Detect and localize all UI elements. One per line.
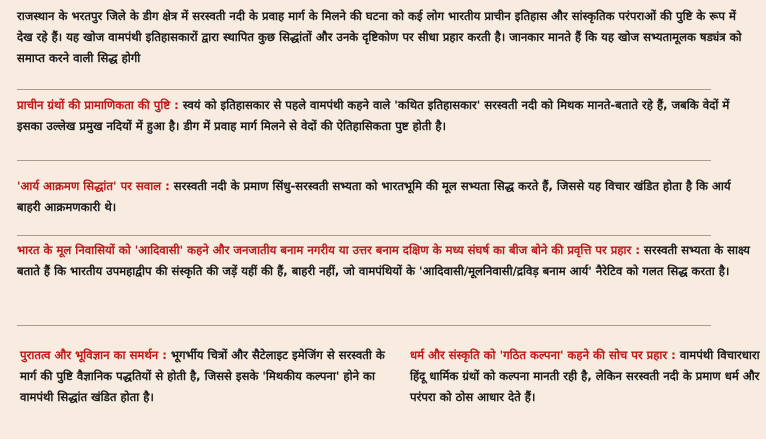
section-aryan-invasion [17,176,752,218]
column-heading: धर्म और संस्कृति को 'गठित कल्पना' कहने की सोच पर प्रहार : [410,348,676,362]
section-body: सरस्वती नदी के प्रमाण सिंधु-सरस्वती सभ्यता को भारतभूमि की मूल सभ्यता सिद्ध करते हैं, जिससे यह विचार खंडित होता है कि आर्य बाहरी आक्रमणकारी थे। [17,179,731,214]
section-native-inhabitants [17,240,752,282]
column-body: वामपंथी विचारधारा हिंदू धार्मिक ग्रंथों को कल्पना मानती रही है, लेकिन सरस्वती नदी के प्रमाण धर्म और परंपरा को ठोस आधार देते हैं। [410,348,760,404]
divider [17,235,711,236]
divider [17,325,711,326]
column-heading: पुरातत्व और भूविज्ञान का समर्थन : [20,348,167,362]
section-heading: प्राचीन ग्रंथों की प्रामाणिकता की पुष्टि : [17,98,179,112]
intro-paragraph: राजस्थान के भरतपुर जिले के डीग क्षेत्र में सरस्वती नदी के प्रवाह मार्ग के मिलने की घटना को कई लोग भारतीय प्राचीन इतिहास और सांस्कृतिक परंपराओं की पुष्टि के रूप में देख रहे हैं। यह खोज वामपंथी इतिहासकारों द्वारा स्थापित कुछ सिद्धांतों और उनके दृष्टिकोण पर सीधा प्रहार करती है। जानकार मानते हैं कि यह खोज सभ्यतामूलक षड्यंत्र को समाप्त करने वाली सिद्ध होगी [17,9,742,65]
divider [17,160,711,161]
column-body: भूगर्भीय चित्रों और सैटेलाइट इमेजिंग से सरस्वती के मार्ग की पुष्टि वैज्ञानिक पद्धतियों से होती है, जिससे इसके 'मिथकीय कल्पना' होने का वामपंथी सिद्धांत खंडित होता है। [20,348,385,404]
section-body: स्वयं को इतिहासकार से पहले वामपंथी कहने वाले 'कथित इतिहासकार' सरस्वती नदी को मिथक मानते-बताते रहे हैं, जबकि वेदों में इसका उल्लेख प्रमुख नदियों में हुआ है। डीग में प्रवाह मार्ग मिलने से वेदों की ऐतिहासिकता पुष्ट होती है। [17,98,730,133]
section-heading: भारत के मूल निवासियों को 'आदिवासी' कहने और जनजातीय बनाम नगरीय या उत्तर बनाम दक्षिण के मध्य संघर्ष का बीज बोने की प्रवृत्ति पर प्रहार : [17,243,640,257]
section-heading: 'आर्य आक्रमण सिद्धांत' पर सवाल : [17,179,170,193]
column-religion-culture [410,345,760,408]
section-ancient-texts [17,95,752,137]
section-body: सरस्वती सभ्यता के साक्ष्य बताते हैं कि भारतीय उपमहाद्वीप की संस्कृति की जड़ें यहीं की हैं, बाहरी नहीं, जो वामपंथियों के 'आदिवासी/मूलनिवासी/द्रविड़ बनाम आर्य' नैरेटिव को गलत सिद्ध करता है। [17,243,750,278]
column-archaeology [20,345,385,408]
divider [17,89,711,90]
